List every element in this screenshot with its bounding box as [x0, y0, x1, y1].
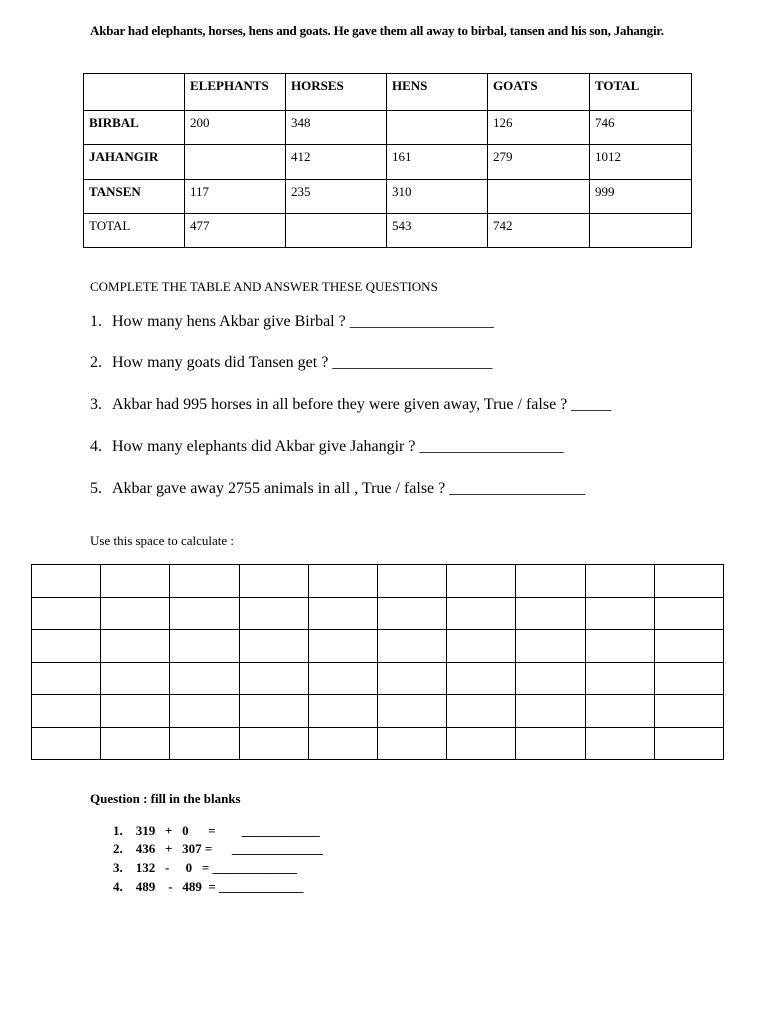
header-cell: GOATS — [488, 74, 590, 111]
grid-cell — [447, 727, 516, 760]
row-label: BIRBAL — [84, 111, 185, 145]
grid-cell — [101, 597, 170, 630]
grid-cell — [585, 727, 654, 760]
animals-table — [83, 73, 692, 248]
table-row — [84, 180, 692, 214]
grid-cell — [654, 630, 723, 663]
fill-blank-item: 1. 319 + 0 = ____________ — [113, 823, 320, 838]
grid-cell — [308, 565, 377, 598]
grid-cell — [32, 630, 101, 663]
intro-text: Akbar had elephants, horses, hens and goats. He gave them all away to birbal, tansen and his son, Jahangir. — [90, 23, 664, 38]
grid-cell — [101, 630, 170, 663]
grid-cell — [239, 695, 308, 728]
question-number: 5. — [90, 480, 102, 497]
table-cell: 279 — [488, 145, 590, 180]
calculation-grid — [31, 564, 724, 760]
grid-cell — [170, 727, 239, 760]
table-header-row — [84, 74, 692, 111]
question-item — [90, 313, 494, 331]
table-cell — [590, 214, 692, 248]
question-item — [90, 396, 611, 414]
question-number: 2. — [90, 354, 102, 371]
instruction-text: COMPLETE THE TABLE AND ANSWER THESE QUESTIONS — [90, 279, 438, 294]
grid-cell — [32, 662, 101, 695]
grid-cell — [308, 662, 377, 695]
grid-cell — [239, 565, 308, 598]
grid-cell — [377, 662, 446, 695]
grid-cell — [377, 695, 446, 728]
grid-cell — [447, 597, 516, 630]
grid-cell — [308, 630, 377, 663]
grid-cell — [32, 727, 101, 760]
table-cell — [286, 214, 387, 248]
grid-cell — [585, 662, 654, 695]
grid-cell — [101, 695, 170, 728]
table-cell: 999 — [590, 180, 692, 214]
header-cell: HORSES — [286, 74, 387, 111]
header-cell: ELEPHANTS — [185, 74, 286, 111]
table-cell — [488, 180, 590, 214]
grid-cell — [308, 597, 377, 630]
question-text: How many hens Akbar give Birbal ? __________________ — [112, 313, 494, 330]
table-cell — [185, 145, 286, 180]
grid-cell — [101, 565, 170, 598]
grid-cell — [516, 662, 585, 695]
grid-cell — [516, 695, 585, 728]
question-item — [90, 354, 492, 372]
grid-cell — [32, 695, 101, 728]
grid-cell — [516, 727, 585, 760]
header-cell: TOTAL — [590, 74, 692, 111]
grid-cell — [101, 662, 170, 695]
table-cell: 1012 — [590, 145, 692, 180]
row-label: TANSEN — [84, 180, 185, 214]
grid-cell — [447, 695, 516, 728]
grid-cell — [654, 727, 723, 760]
grid-cell — [170, 695, 239, 728]
grid-cell — [239, 727, 308, 760]
grid-cell — [377, 727, 446, 760]
calc-label: Use this space to calculate : — [90, 533, 235, 548]
question-text: Akbar had 995 horses in all before they were given away, True / false ? _____ — [112, 396, 612, 413]
table-row — [84, 145, 692, 180]
table-cell: 310 — [387, 180, 488, 214]
grid-cell — [447, 662, 516, 695]
question-item — [90, 480, 585, 498]
grid-cell — [170, 662, 239, 695]
table-cell — [387, 111, 488, 145]
grid-cell — [170, 630, 239, 663]
fill-blank-item: 3. 132 - 0 = _____________ — [113, 860, 297, 875]
grid-cell — [585, 630, 654, 663]
grid-cell — [170, 597, 239, 630]
row-label: TOTAL — [84, 214, 185, 248]
fill-blank-item: 2. 436 + 307 = ______________ — [113, 841, 323, 856]
table-cell: 200 — [185, 111, 286, 145]
grid-cell — [516, 565, 585, 598]
header-cell — [84, 74, 185, 111]
grid-cell — [516, 630, 585, 663]
grid-cell — [654, 695, 723, 728]
grid-cell — [516, 597, 585, 630]
question-number: 1. — [90, 313, 102, 330]
grid-cell — [377, 630, 446, 663]
table-cell: 746 — [590, 111, 692, 145]
question-number: 4. — [90, 438, 102, 455]
question-item — [90, 438, 563, 456]
row-label: JAHANGIR — [84, 145, 185, 180]
question-number: 3. — [90, 396, 102, 413]
grid-cell — [239, 597, 308, 630]
grid-cell — [32, 597, 101, 630]
grid-cell — [308, 695, 377, 728]
table-cell: 477 — [185, 214, 286, 248]
grid-cell — [654, 597, 723, 630]
question-text: How many goats did Tansen get ? ____________________ — [112, 354, 493, 371]
grid-cell — [239, 662, 308, 695]
grid-row — [32, 695, 724, 728]
question-text: How many elephants did Akbar give Jahangir ? __________________ — [112, 438, 564, 455]
grid-cell — [654, 565, 723, 598]
grid-cell — [170, 565, 239, 598]
table-cell: 161 — [387, 145, 488, 180]
table-cell: 235 — [286, 180, 387, 214]
grid-cell — [585, 597, 654, 630]
grid-cell — [308, 727, 377, 760]
table-cell: 126 — [488, 111, 590, 145]
table-cell: 543 — [387, 214, 488, 248]
table-row — [84, 111, 692, 145]
grid-row — [32, 565, 724, 598]
grid-cell — [447, 565, 516, 598]
grid-cell — [377, 597, 446, 630]
grid-cell — [239, 630, 308, 663]
grid-cell — [32, 565, 101, 598]
table-cell: 412 — [286, 145, 387, 180]
grid-cell — [447, 630, 516, 663]
grid-row — [32, 597, 724, 630]
question-text: Akbar gave away 2755 animals in all , True / false ? _________________ — [112, 480, 586, 497]
grid-cell — [654, 662, 723, 695]
grid-row — [32, 630, 724, 663]
grid-cell — [585, 695, 654, 728]
table-cell: 348 — [286, 111, 387, 145]
grid-cell — [377, 565, 446, 598]
grid-row — [32, 727, 724, 760]
fill-blank-item: 4. 489 - 489 = _____________ — [113, 879, 304, 894]
table-cell: 742 — [488, 214, 590, 248]
table-cell: 117 — [185, 180, 286, 214]
fill-blanks-title: Question : fill in the blanks — [90, 791, 241, 806]
grid-cell — [101, 727, 170, 760]
grid-cell — [585, 565, 654, 598]
grid-row — [32, 662, 724, 695]
header-cell: HENS — [387, 74, 488, 111]
table-row — [84, 214, 692, 248]
